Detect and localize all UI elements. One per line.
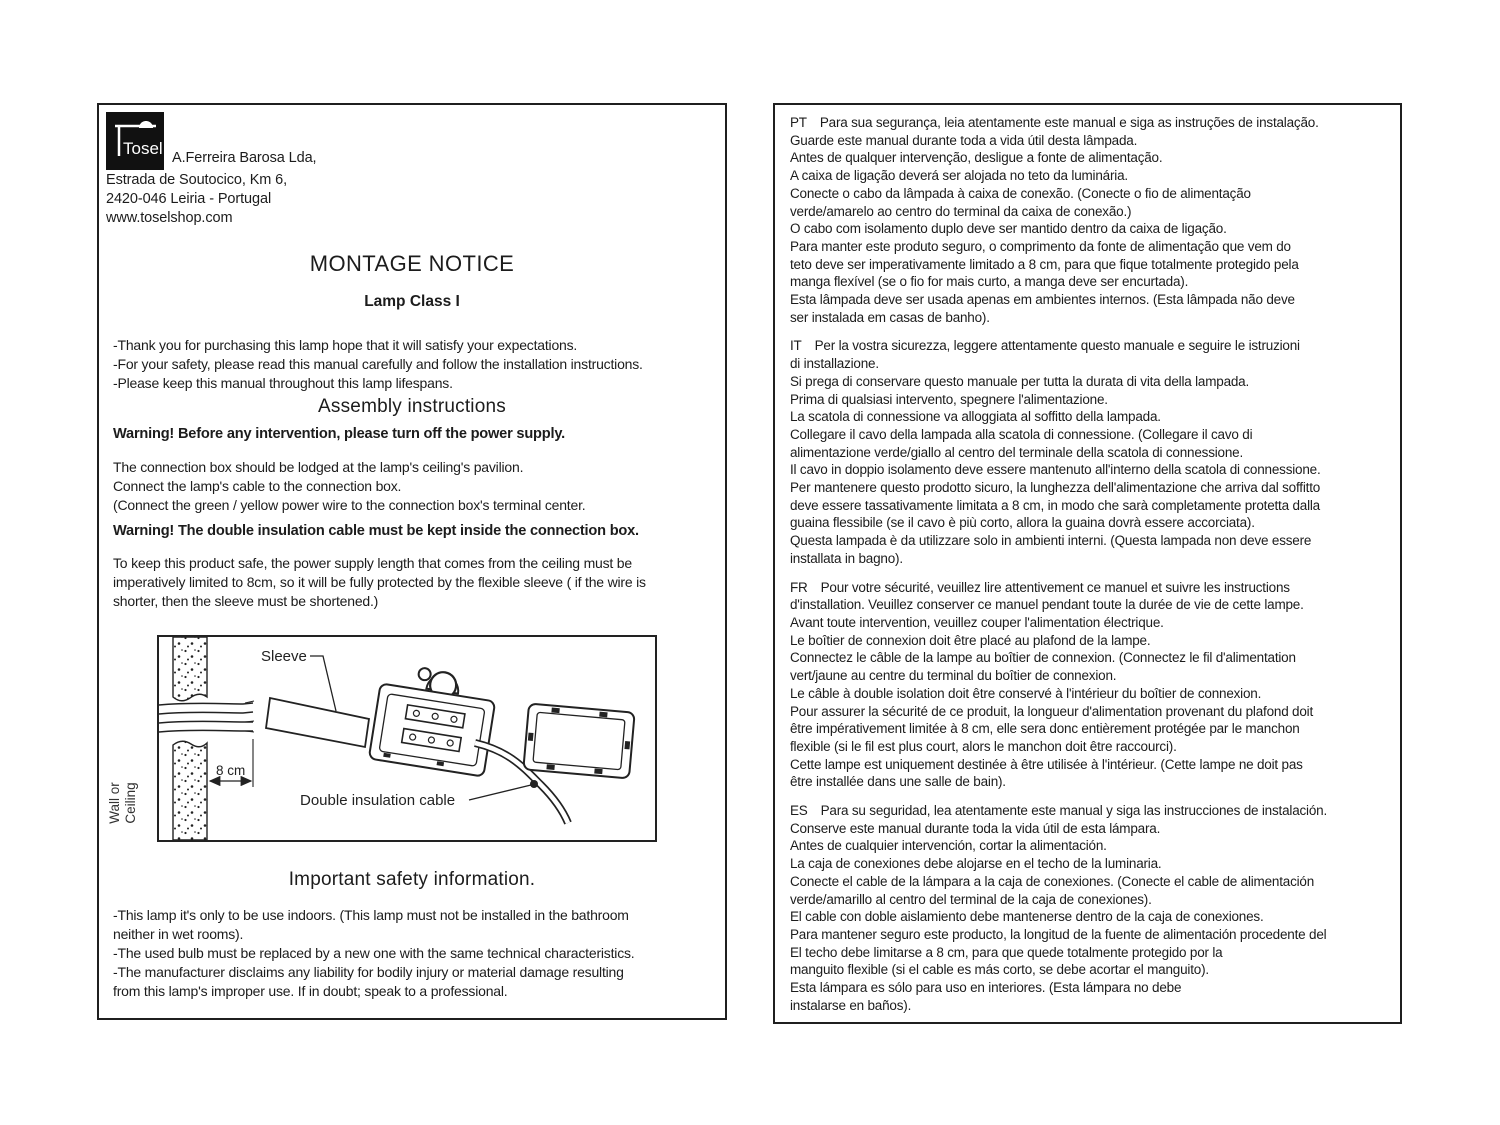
right-panel-translations	[773, 103, 1402, 1024]
company-street: Estrada de Soutocico, Km 6,	[106, 172, 288, 188]
it-line: Prima di qualsiasi intervento, spegnere l'alimentazione.	[790, 391, 1108, 407]
it-line: di installazione.	[790, 356, 879, 372]
pt-line: PT Para sua segurança, leia atentamente este manual e siga as instruções de instalação.	[790, 115, 1319, 130]
tosel-logo-icon	[106, 112, 164, 170]
svg-text:Sleeve: Sleeve	[261, 648, 307, 665]
intro-paragraph	[113, 336, 643, 393]
intro-line: -For your safety, please read this manual carefully and follow the installation instructions.	[113, 356, 643, 372]
it-line: Questa lampada è da utilizzare solo in ambienti interni. (Questa lampada non deve essere	[790, 533, 1312, 549]
supply-line: shorter, then the sleeve must be shortened.)	[113, 593, 379, 609]
warning-insulation-cable: Warning! The double insulation cable must be kept inside the connection box.	[113, 523, 639, 539]
es-line: Para mantener seguro este producto, la longitud de la fuente de alimentación procedente del	[790, 926, 1327, 942]
it-line: installata in bagno).	[790, 550, 903, 566]
fr-line: être impérativement limitée à 8 cm, elle sera donc entièrement protégée par le manchon	[790, 721, 1300, 737]
fr-line: d'installation. Veuillez conserver ce manuel pendant toute la durée de vie de cette lampe.	[790, 597, 1304, 613]
fr-line: Le boîtier de connexion doit être placé au plafond de la lampe.	[790, 632, 1151, 648]
es-line: El techo debe limitarse a 8 cm, para que quede totalmente protegido por la	[790, 944, 1223, 960]
fr-line: Pour assurer la sécurité de ce produit, la longueur d'alimentation provenant du plafond doit	[790, 703, 1314, 719]
safety-line: -The manufacturer disclaims any liability for bodily injury or material damage resulting	[113, 964, 624, 980]
lang-code-pt: PT	[790, 115, 807, 130]
it-line: La scatola di connessione va alloggiata al soffitto della lampada.	[790, 409, 1161, 425]
es-line: El cable con doble aislamiento debe mantenerse dentro de la caja de conexiones.	[790, 909, 1264, 925]
es-line: verde/amarillo al centro del terminal de la caja de conexiones).	[790, 891, 1152, 907]
intro-line: -Thank you for purchasing this lamp hope that it will satisfy your expectations.	[113, 337, 578, 353]
warning-power-supply: Warning! Before any intervention, please turn off the power supply.	[113, 426, 566, 442]
pt-line: ser instalada em casas de banho).	[790, 309, 990, 325]
fr-line: être installée dans une salle de bain).	[790, 774, 1006, 790]
document-title: MONTAGE NOTICE	[309, 251, 515, 276]
safety-line: from this lamp's improper use. If in doubt; speak to a professional.	[113, 983, 508, 999]
translations-content	[775, 105, 1400, 1014]
lamp-class-subtitle: Lamp Class I	[364, 293, 460, 310]
connection-line: The connection box should be lodged at the lamp's ceiling's pavilion.	[113, 459, 524, 475]
es-line: Conserve este manual durante toda la vida útil de esta lámpara.	[790, 820, 1161, 836]
fr-line: vert/jaune au centre du terminal du boîtier de connexion.	[790, 668, 1117, 684]
fr-line: Avant toute intervention, veuillez couper l'alimentation électrique.	[790, 614, 1164, 630]
safety-line: neither in wet rooms).	[113, 926, 244, 942]
fr-line: Connectez le câble de la lampe au boîtier de connexion. (Connectez le fil d'alimentation	[790, 650, 1296, 666]
pt-line: A caixa de ligação deverá ser alojada no teto da luminária.	[790, 168, 1128, 184]
pt-line: Para manter este produto seguro, o comprimento da fonte de alimentação que vem do	[790, 238, 1291, 254]
section-italian	[790, 337, 1390, 567]
fr-line: Le câble à double isolation doit être conservé à l'intérieur du boîtier de connexion.	[790, 685, 1262, 701]
it-line: Il cavo in doppio isolamento deve essere mantenuto all'interno della scatola di connessione.	[790, 462, 1321, 478]
section-portuguese	[790, 114, 1390, 326]
fr-line: FR Pour votre sécurité, veuillez lire attentivement ce manuel et suivre les instructions	[790, 579, 1290, 595]
it-line: IT Per la vostra sicurezza, leggere attentamente questo manuale e seguire le istruzioni	[790, 338, 1300, 354]
company-name: A.Ferreira Barosa Lda,	[172, 150, 317, 166]
es-line: La caja de conexiones debe alojarse en el techo de la luminaria.	[790, 856, 1162, 872]
es-line: instalarse en baños).	[790, 997, 912, 1013]
pt-line: Guarde este manual durante toda a vida útil desta lâmpada.	[790, 132, 1138, 148]
supply-line: imperatively limited to 8cm, so it will be fully protected by the flexible sleeve ( if the wire is	[113, 574, 646, 590]
supply-line: To keep this product safe, the power supply length that comes from the ceiling must be	[113, 555, 632, 571]
safety-line: -This lamp it's only to be use indoors. (This lamp must not be installed in the bathroom	[113, 907, 629, 923]
dimension-label: 8 cm	[216, 763, 246, 778]
installation-diagram	[157, 635, 657, 842]
lang-code-es: ES	[790, 803, 808, 819]
es-line: Antes de cualquier intervención, cortar la alimentación.	[790, 838, 1107, 854]
svg-text:Tosel: Tosel	[123, 139, 163, 158]
connection-line: (Connect the green / yellow power wire to the connection box's terminal center.	[113, 497, 586, 513]
box-cover	[523, 704, 634, 779]
pt-line: verde/amarelo ao centro do terminal da caixa de conexão.)	[790, 203, 1132, 219]
section-spanish	[790, 802, 1390, 1014]
pt-line: Antes de qualquer intervenção, desligue a fonte de alimentação.	[790, 150, 1163, 166]
safety-heading: Important safety information.	[288, 869, 536, 890]
lang-code-it: IT	[790, 338, 802, 354]
supply-length-paragraph	[113, 554, 646, 611]
connection-paragraph	[113, 458, 585, 515]
es-line: manguito flexible (si el cable es más corto, se debe acortar el manguito).	[790, 962, 1209, 978]
it-line: Collegare il cavo della lampada alla scatola di connessione. (Collegare il cavo di	[790, 426, 1253, 442]
pt-line: manga flexível (se o fio for mais curto, a manga deve ser encurtada).	[790, 274, 1189, 290]
intro-line: -Please keep this manual throughout this lamp lifespans.	[113, 375, 453, 391]
safety-line: -The used bulb must be replaced by a new one with the same technical characteristics.	[113, 945, 635, 961]
it-line: Si prega di conservare questo manuale per tutta la durata di vita della lampada.	[790, 373, 1250, 389]
svg-text:Double insulation cable: Double insulation cable	[300, 792, 456, 809]
fr-line: flexible (si le fil est plus court, alors le manchon doit être raccourci).	[790, 738, 1177, 754]
fr-line: Cette lampe est uniquement destinée à être utilisée à l'intérieur. (Cette lampe ne doit pas	[790, 756, 1303, 772]
assembly-heading: Assembly instructions	[318, 396, 506, 417]
it-line: Per mantenere questo prodotto sicuro, la lunghezza dell'alimentazione che arriva dal soffitto	[790, 480, 1321, 496]
company-city: 2420-046 Leiria - Portugal	[106, 191, 272, 207]
it-line: deve essere tassativamente limitata a 8 cm, in modo che sarà completamente protetta dalla	[790, 497, 1320, 513]
section-french	[790, 579, 1390, 791]
pt-line: Conecte o cabo da lâmpada à caixa de conexão. (Conecte o fio de alimentação	[790, 185, 1251, 201]
es-line: Esta lámpara es sólo para uso en interiores. (Esta lámpara no debe	[790, 980, 1182, 996]
lang-code-fr: FR	[790, 579, 808, 595]
left-panel-english	[97, 103, 727, 1020]
es-line: Conecte el cable de la lámpara a la caja de conexiones. (Conecte el cable de alimentación	[790, 873, 1315, 889]
wall-ceiling-label: Wall or Ceiling	[107, 782, 138, 824]
pt-line: teto deve ser imperativamente limitado a 8 cm, para que fique totalmente protegido pela	[790, 256, 1299, 272]
safety-paragraph	[113, 906, 635, 1001]
pt-line: O cabo com isolamento duplo deve ser mantido dentro da caixa de ligação.	[790, 221, 1227, 237]
it-line: guaina flessibile (se il cavo è più corto, allora la guaina dovrà essere accorciata).	[790, 515, 1255, 531]
company-website: www.toselshop.com	[106, 210, 233, 226]
it-line: alimentazione verde/giallo al centro del terminale della scatola di connessione.	[790, 444, 1244, 460]
connection-line: Connect the lamp's cable to the connection box.	[113, 478, 402, 494]
tosel-logo	[106, 112, 164, 170]
es-line: ES Para su seguridad, lea atentamente este manual y siga las instrucciones de instalación.	[790, 803, 1328, 819]
pt-line: Esta lâmpada deve ser usada apenas em ambientes internos. (Esta lâmpada não deve	[790, 292, 1295, 308]
